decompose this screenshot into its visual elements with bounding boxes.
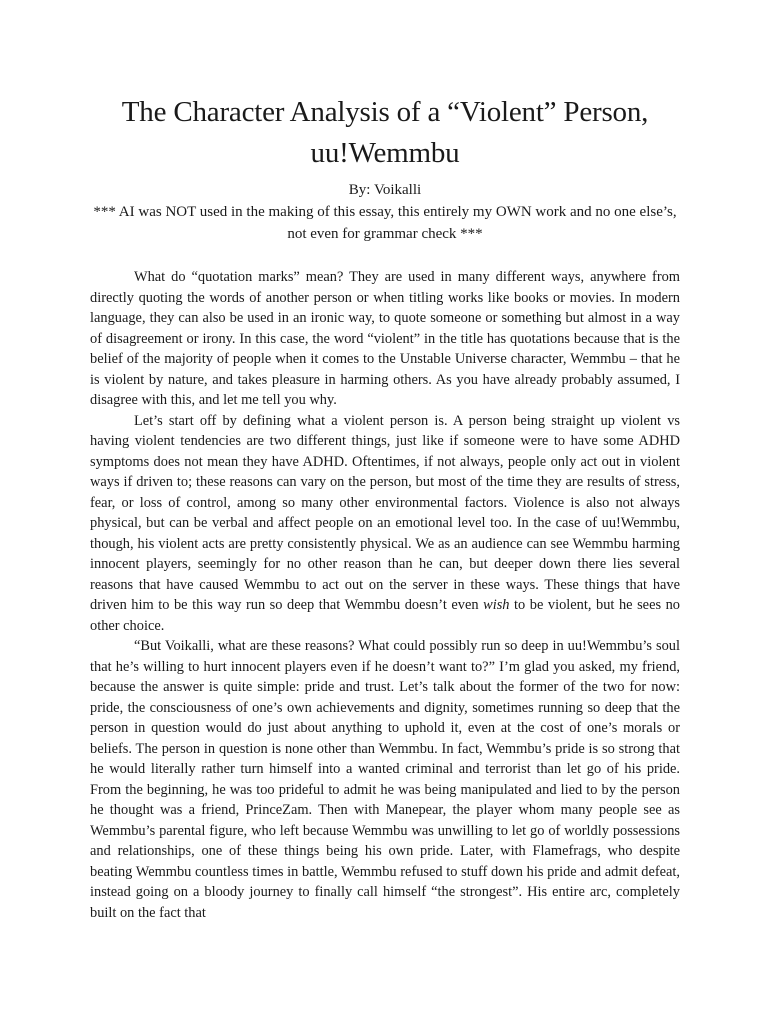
essay-body [90, 267, 680, 923]
title-line-2: uu!Wemmbu [310, 137, 460, 169]
paragraph-1: What do “quotation marks” mean? They are used in many different ways, anywhere from directly quoting the words of another person or when titling works like books or movies. In modern language, they can also be used in an ironic way, to quote someone or something but almost in a way of disagreement or irony. In this case, the word “violent” in the title has quotations because that is the belief of the majority of people when it comes to the Unstable Universe character, Wemmbu – that he is violent by nature, and takes pleasure in harming others. As you have already probably assumed, I disagree with this, and let me tell you why. [90, 269, 680, 408]
author-byline: By: Voikalli [348, 182, 422, 198]
title-line-1: The Character Analysis of a “Violent” Person, [121, 96, 649, 128]
paragraph-3: “But Voikalli, what are these reasons? What could possibly run so deep in uu!Wemmbu’s soul that he’s willing to hurt innocent players even if he doesn’t want to?” I’m glad you asked, my friend, because the answer is quite simple: pride and trust. Let’s talk about the former of the two for now: pride, the consciousness of one’s own achievements and dignity, sometimes running so deep that the person in question would do just about anything to uphold it, even at the cost of one’s morals or beliefs. The person in question is none other than Wemmbu. In fact, Wemmbu’s pride is so strong that he would literally rather turn himself into a wanted criminal and terrorist than let go of his pride. From the beginning, he was too prideful to admit he was being manipulated and lied to by the person he thought was a friend, PrinceZam. Then with Manepear, the player whom many people see as Wemmbu’s parental figure, who left because Wemmbu was unwilling to let go of worldly possessions and relationships, one of these things being his own pride. Later, with Flamefrags, who despite beating Wemmbu countless times in battle, Wemmbu refused to stuff down his pride and admit defeat, instead going on a bloody journey to finally call himself “the strongest”. His entire arc, completely built on the fact that [90, 638, 680, 921]
paragraph-2-text-a: Let’s start off by defining what a violent person is. A person being straight up violent vs having violent tendencies are two different things, just like if someone were to have some ADHD symptoms does not mean they have ADHD. Oftentimes, if not always, people only act out in violent ways if driven to; these reasons can vary on the person, but most of the time they are results of stress, fear, or loss of control, among so many other environmental factors. Violence is also not always physical, but can be verbal and affect people on an emotional level too. In the case of uu!Wemmbu, though, his violent acts are pretty consistently physical. We as an audience can see Wemmbu harming innocent players, seemingly for no other reason than he can, but deeper down there lies several reasons that have caused Wemmbu to act out on the server in these ways. These things that have driven him to be this way run so deep that Wemmbu doesn’t even [90, 412, 680, 613]
paragraph-2 [90, 411, 680, 637]
paragraph-2-text-b: to be violent, but he sees no other choice. [90, 597, 680, 634]
ai-disclaimer: *** AI was NOT used in the making of this essay, this entirely my OWN work and no one else’s, not even for grammar check *** [93, 204, 677, 242]
document-title [100, 92, 670, 174]
paragraph-2-emphasis: wish [483, 597, 510, 613]
